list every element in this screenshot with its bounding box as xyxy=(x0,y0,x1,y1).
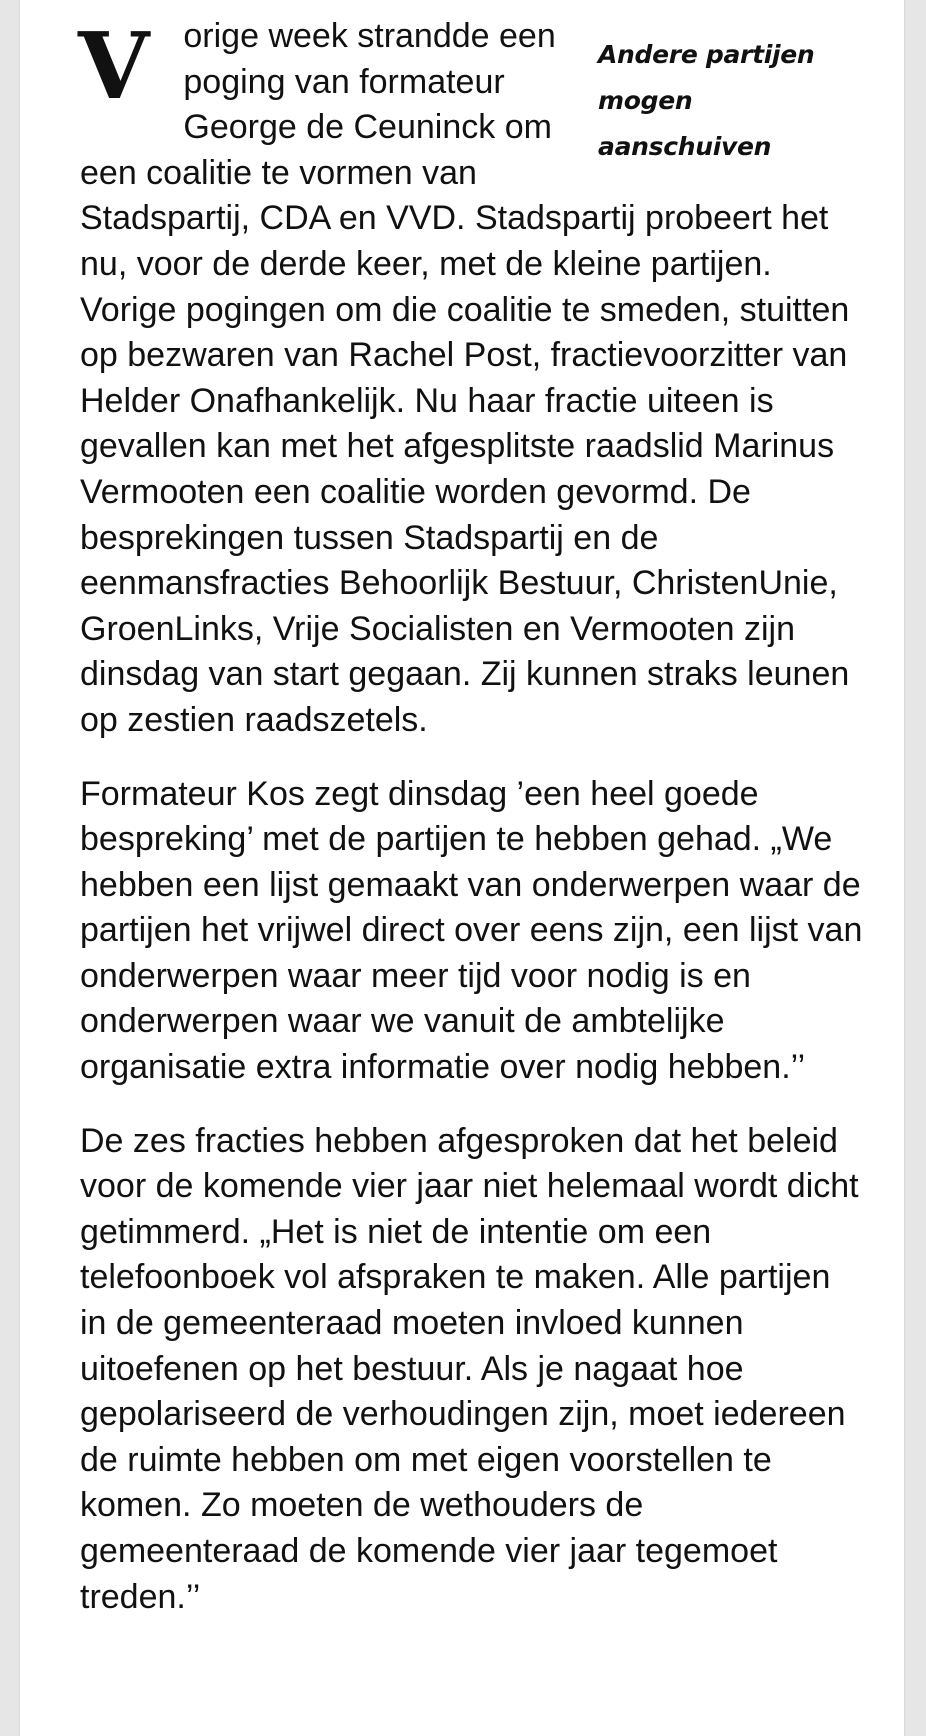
paragraph-3: De zes fracties hebben afgesproken dat het beleid voor de komende vier jaar niet helemaal wordt dicht getimmerd. „Het is niet de intentie om een telefoonboek vol afspraken te maken. Alle partijen in de gemeenteraad moeten invloed kunnen uitoefenen op het bestuur. Als je nagaat hoe gepolariseerd de verhoudingen zijn, moet iedereen de ruimte hebben om met eigen voorstellen te komen. Zo moeten de wethouders de gemeenteraad de komende vier jaar tegemoet treden.’’ xyxy=(80,1121,859,1616)
article-page xyxy=(20,0,904,1736)
drop-cap: V xyxy=(78,12,150,120)
pull-quote: Andere partijen mogen aanschuiven xyxy=(598,40,815,161)
paragraph-2: Formateur Kos zegt dinsdag ’een heel goede bespreking’ met de partijen te hebben gehad. „We hebben een lijst gemaakt van onderwerpen waar de partijen het vrijwel direct over eens zijn, een lijst van onderwerpen waar meer tijd voor nodig is en onderwerpen waar we vanuit de ambtelijke organisatie extra informatie over nodig hebben.’’ xyxy=(80,774,863,1087)
article-body xyxy=(80,14,866,1648)
paragraph-1-text: orige week strandde een poging van formateur George de Ceuninck om een coalitie te vormen van Stadspartij, CDA en VVD. Stadspartij probeert het nu, voor de derde keer, met de kleine partijen. Vorige pogingen om die coalitie te smeden, stuitten op bezwaren van Rachel Post, fractievoorzitter van Helder Onafhankelijk. Nu haar fractie uiteen is gevallen kan met het afgesplitste raadslid Marinus Vermooten een coalitie worden gevormd. De besprekingen tussen Stadspartij en de eenmansfracties Behoorlijk Bestuur, ChristenUnie, GroenLinks, Vrije Socialisten en Vermooten zijn dinsdag van start gegaan. Zij kunnen straks leunen op zestien raadszetels. xyxy=(80,17,850,739)
